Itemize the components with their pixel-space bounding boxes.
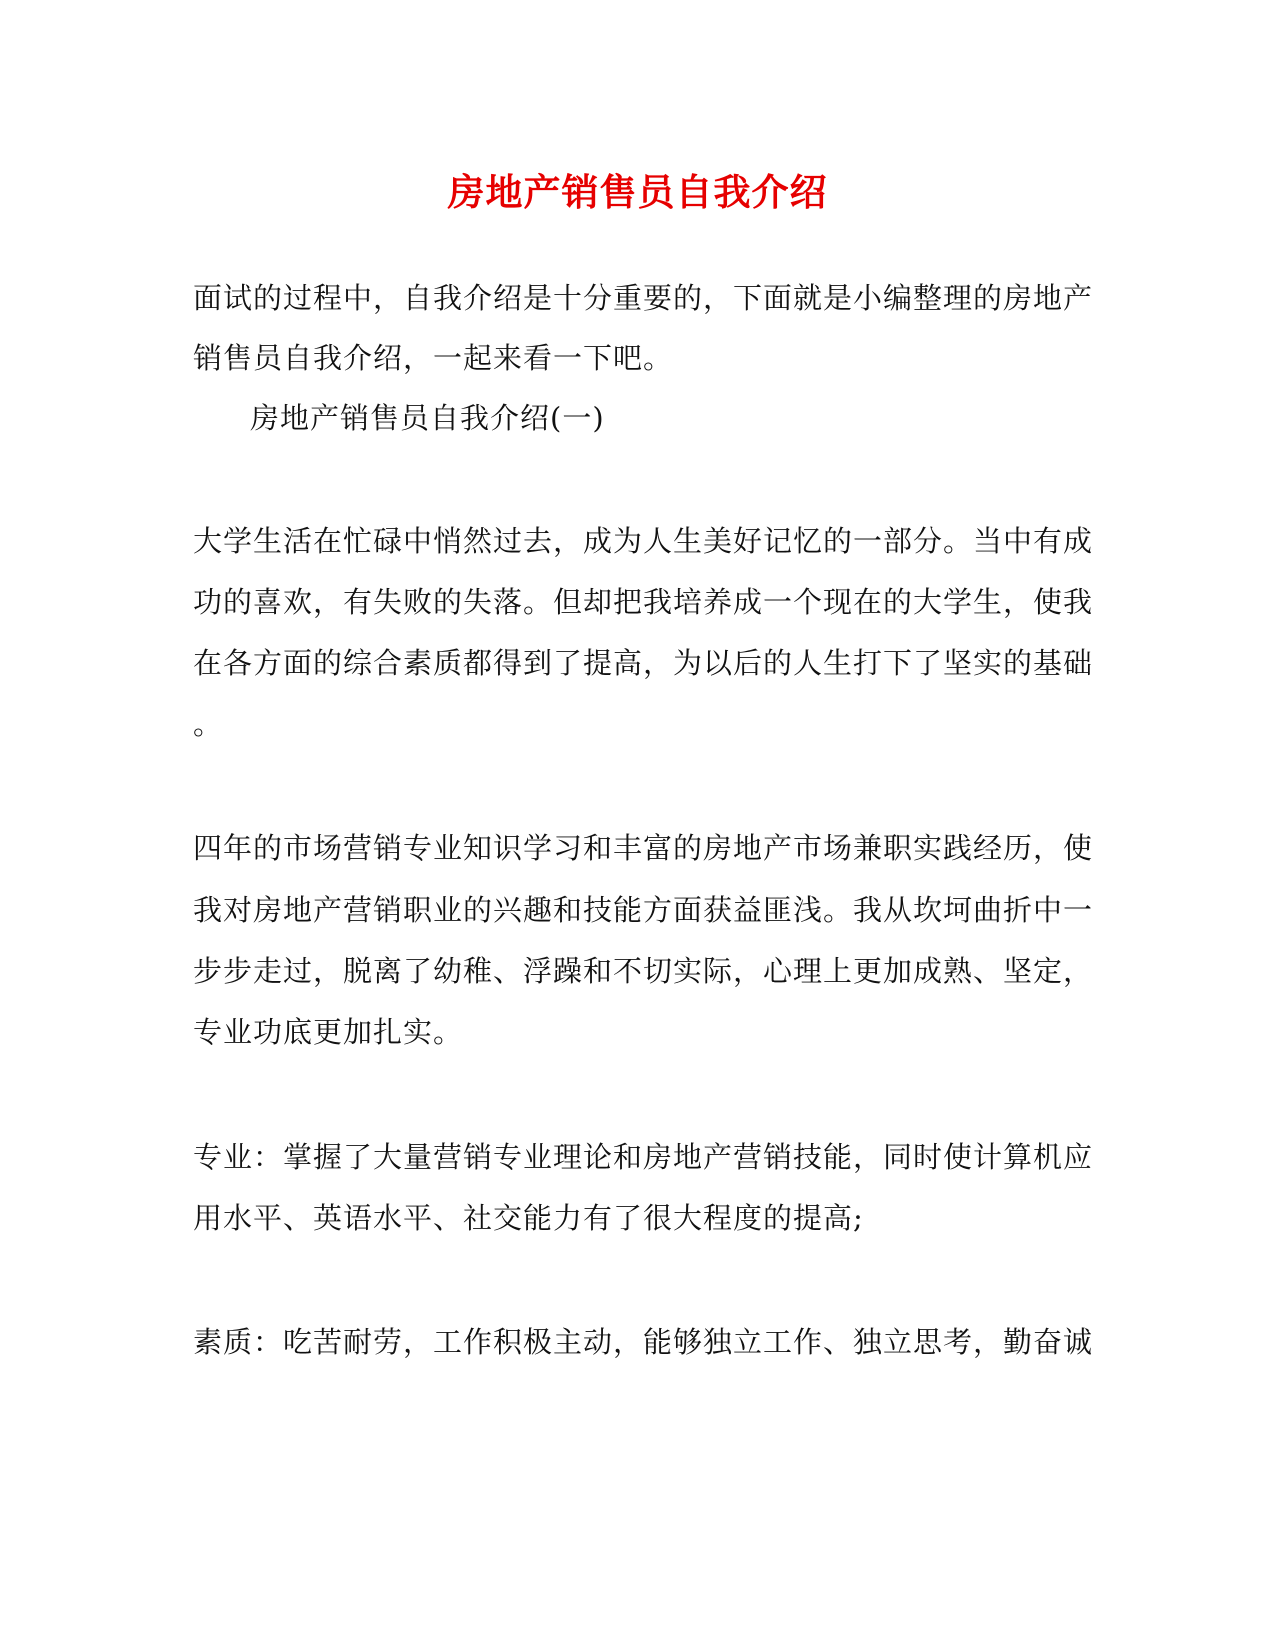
paragraph3-line-2: 用水平、英语水平、社交能力有了很大程度的提高;	[193, 1201, 864, 1235]
paragraph2-line-4: 专业功底更加扎实。	[193, 1015, 464, 1049]
paragraph1-line-3: 在各方面的综合素质都得到了提高，为以后的人生打下了坚实的基础	[193, 646, 1094, 680]
paragraph2-line-2: 我对房地产营销职业的兴趣和技能方面获益匪浅。我从坎坷曲折中一	[193, 893, 1094, 927]
paragraph1-line-1: 大学生活在忙碌中悄然过去，成为人生美好记忆的一部分。当中有成	[193, 524, 1094, 558]
document-title: 房地产销售员自我介绍	[447, 170, 828, 214]
intro-line-1: 面试的过程中，自我介绍是十分重要的，下面就是小编整理的房地产	[193, 281, 1094, 315]
paragraph1-line-4: 。	[193, 707, 224, 741]
section-heading: 房地产销售员自我介绍(一)	[250, 401, 605, 435]
paragraph2-line-3: 步步走过，脱离了幼稚、浮躁和不切实际，心理上更加成熟、坚定，	[193, 954, 1094, 988]
paragraph2-line-1: 四年的市场营销专业知识学习和丰富的房地产市场兼职实践经历，使	[193, 831, 1094, 865]
paragraph3-line-1: 专业：掌握了大量营销专业理论和房地产营销技能，同时使计算机应	[193, 1140, 1094, 1174]
paragraph4-line-1: 素质：吃苦耐劳，工作积极主动，能够独立工作、独立思考，勤奋诚	[193, 1325, 1094, 1359]
intro-line-2: 销售员自我介绍，一起来看一下吧。	[193, 341, 674, 375]
paragraph1-line-2: 功的喜欢，有失败的失落。但却把我培养成一个现在的大学生，使我	[193, 585, 1094, 619]
